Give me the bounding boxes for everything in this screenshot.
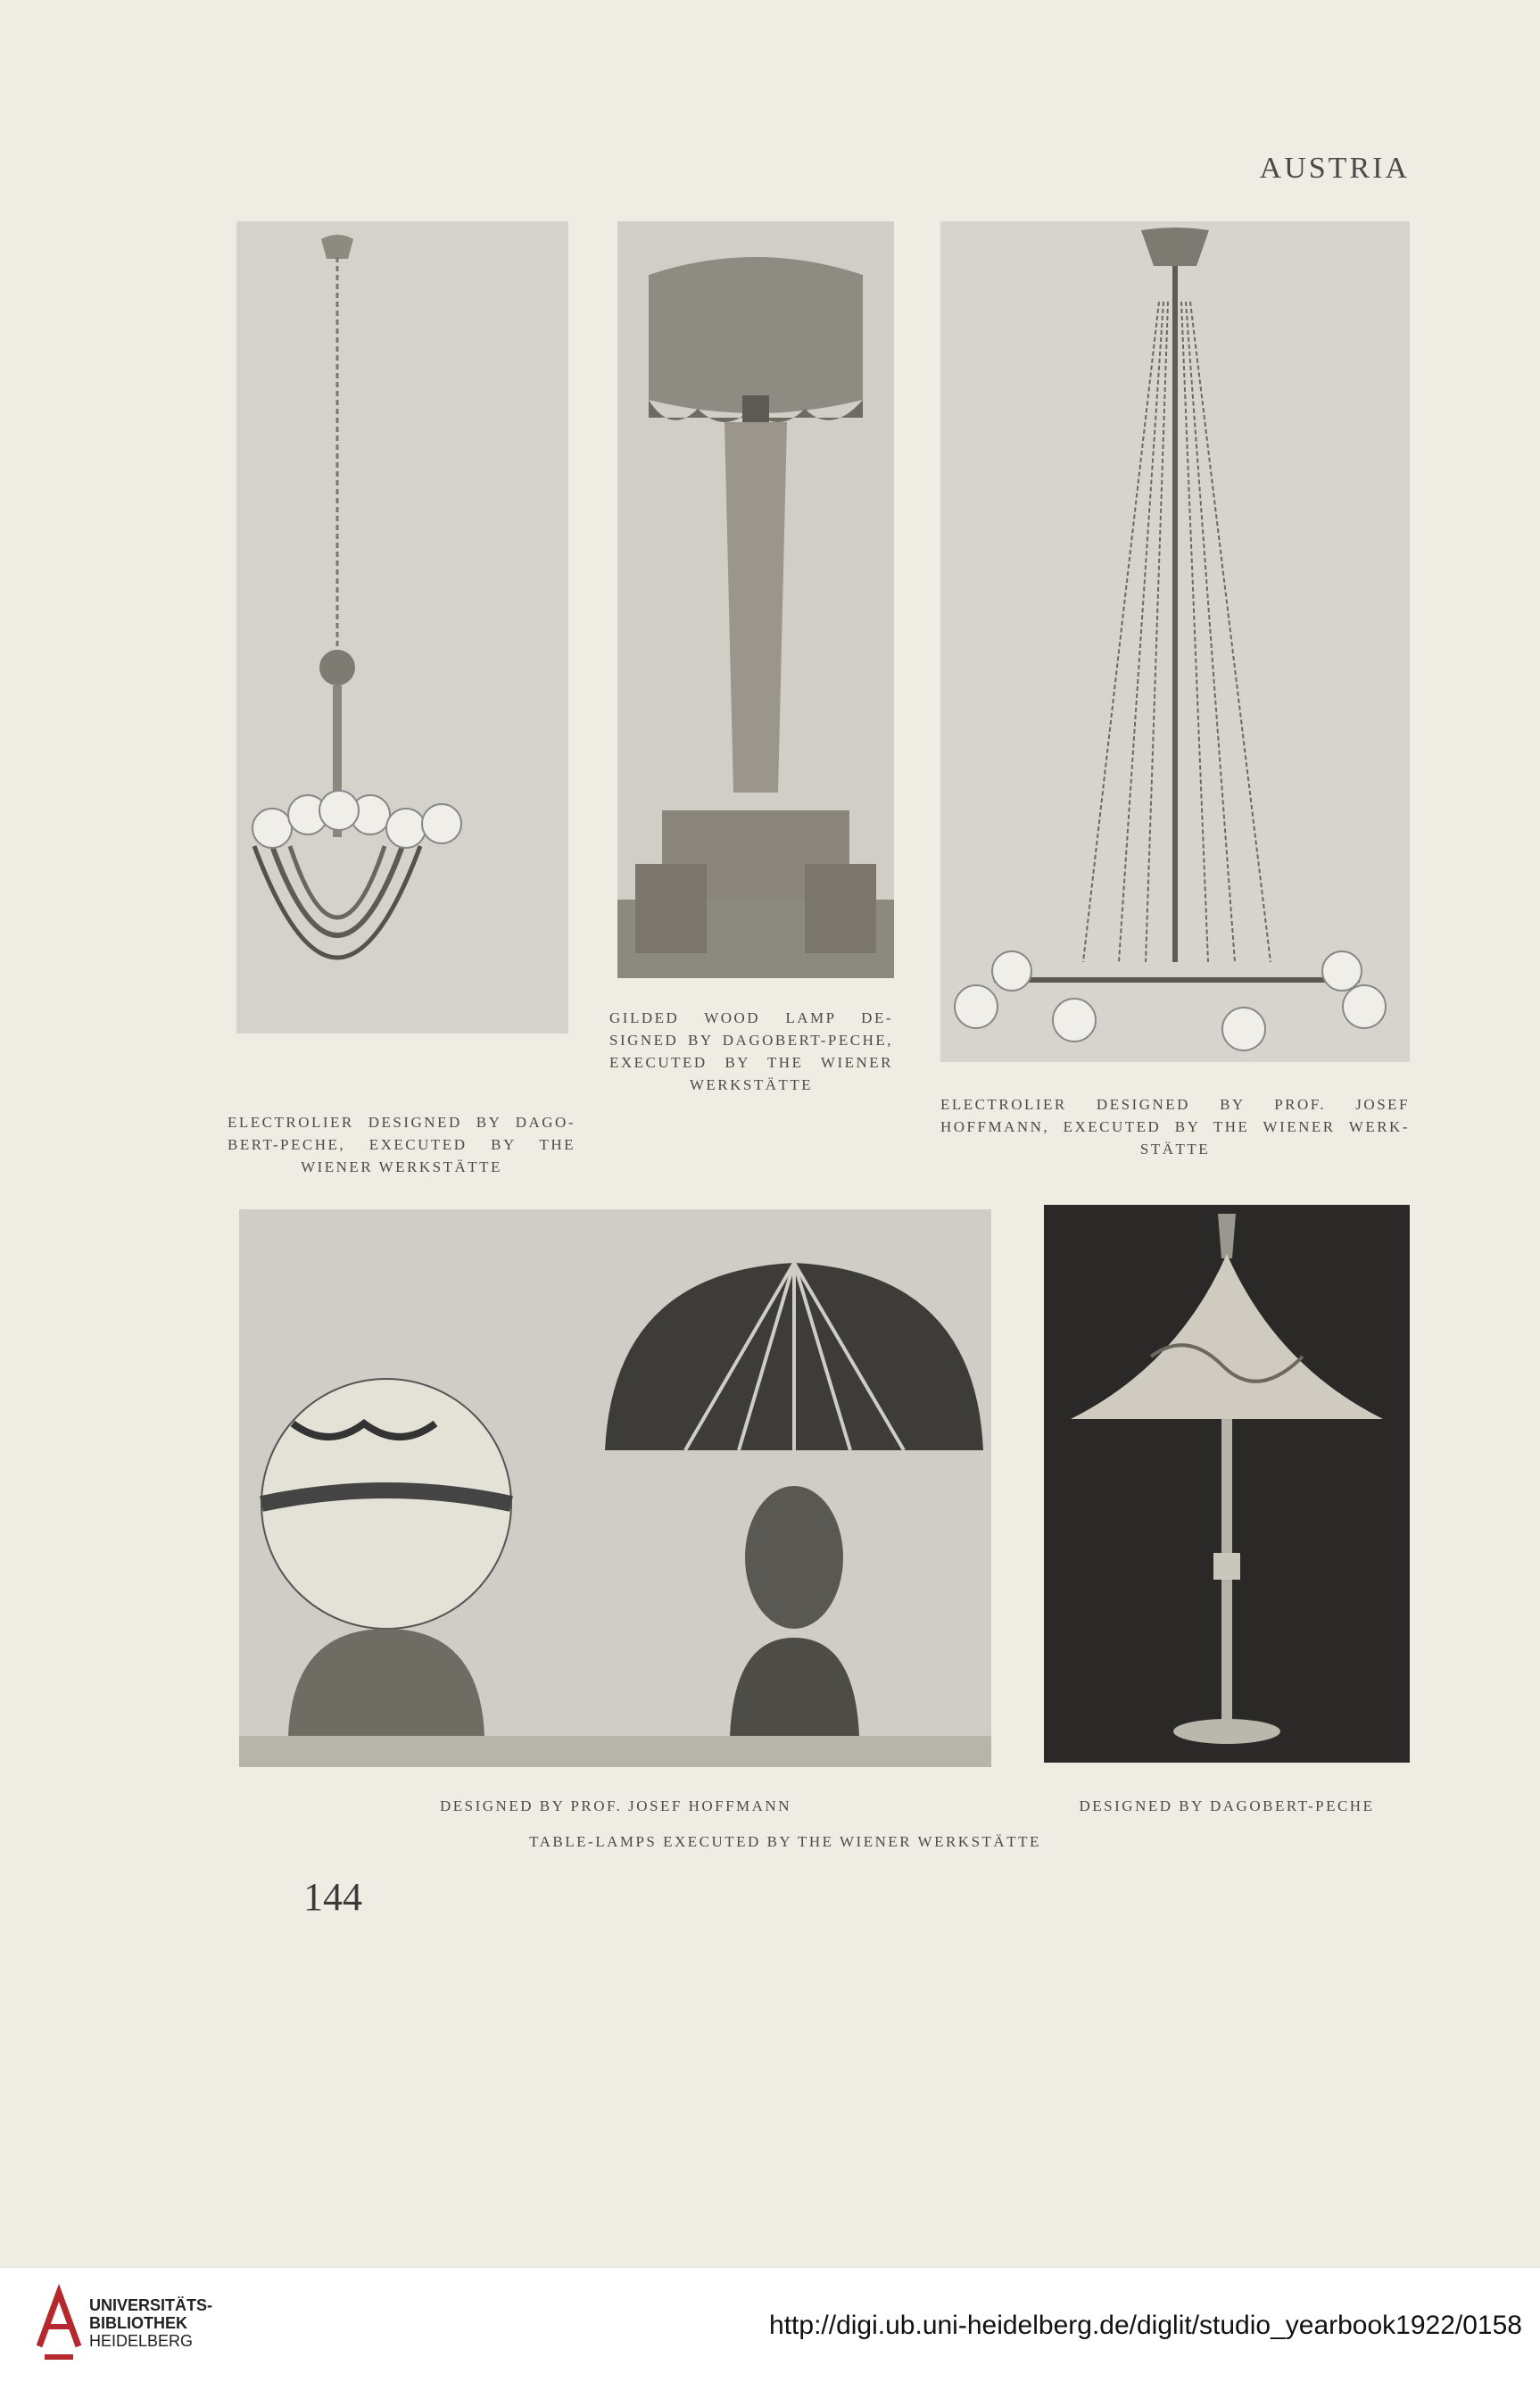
page-number: 144 (303, 1875, 362, 1919)
photo-table-lamps-hoffmann (239, 1209, 991, 1767)
library-name-line2: BIBLIOTHEK (89, 2314, 187, 2332)
photo-gilded-wood-lamp (617, 221, 894, 978)
library-footer (0, 2267, 1540, 2382)
library-name-line1: UNIVERSITÄTS- (89, 2296, 213, 2314)
electrolier-peche-illustration (236, 221, 568, 1033)
gilded-wood-lamp-illustration (617, 221, 894, 978)
table-lamps-hoffmann-illustration (239, 1209, 991, 1767)
caption-table-lamp-peche: DESIGNED BY DAGOBERT-PECHE (1079, 1797, 1375, 1814)
caption-electrolier-peche: ELECTROLIER DESIGNED BY DAGO-BERT-PECHE, EXECUTED BY THE WIENER WERKSTÄTTE (228, 1114, 575, 1175)
caption-gilded-wood-lamp: GILDED WOOD LAMP DE-SIGNED BY DAGOBERT-PECHE, EXECUTED BY THE WIENER WERKSTÄTTE (609, 1009, 893, 1093)
photo-electrolier-peche (236, 221, 568, 1033)
library-name (89, 2296, 212, 2350)
source-url[interactable]: http://digi.ub.uni-heidelberg.de/diglit/studio_yearbook1922/0158 (769, 2311, 1522, 2340)
table-lamp-peche-illustration (1044, 1205, 1410, 1763)
photo-table-lamp-peche (1044, 1205, 1410, 1763)
library-name-line3: HEIDELBERG (89, 2332, 194, 2350)
running-header: AUSTRIA (1259, 152, 1410, 185)
electrolier-hoffmann-illustration (940, 221, 1410, 1062)
caption-electrolier-hoffmann: ELECTROLIER DESIGNED BY PROF. JOSEF HOFFMANN, EXECUTED BY THE WIENER WERK-STÄTTE (940, 1096, 1410, 1158)
caption-table-lamps-shared: TABLE-LAMPS EXECUTED BY THE WIENER WERKSTÄTTE (529, 1833, 1041, 1850)
caption-table-lamps-hoffmann: DESIGNED BY PROF. JOSEF HOFFMANN (440, 1797, 791, 1814)
library-logo-icon (32, 2284, 86, 2364)
photo-electrolier-hoffmann (940, 221, 1410, 1062)
